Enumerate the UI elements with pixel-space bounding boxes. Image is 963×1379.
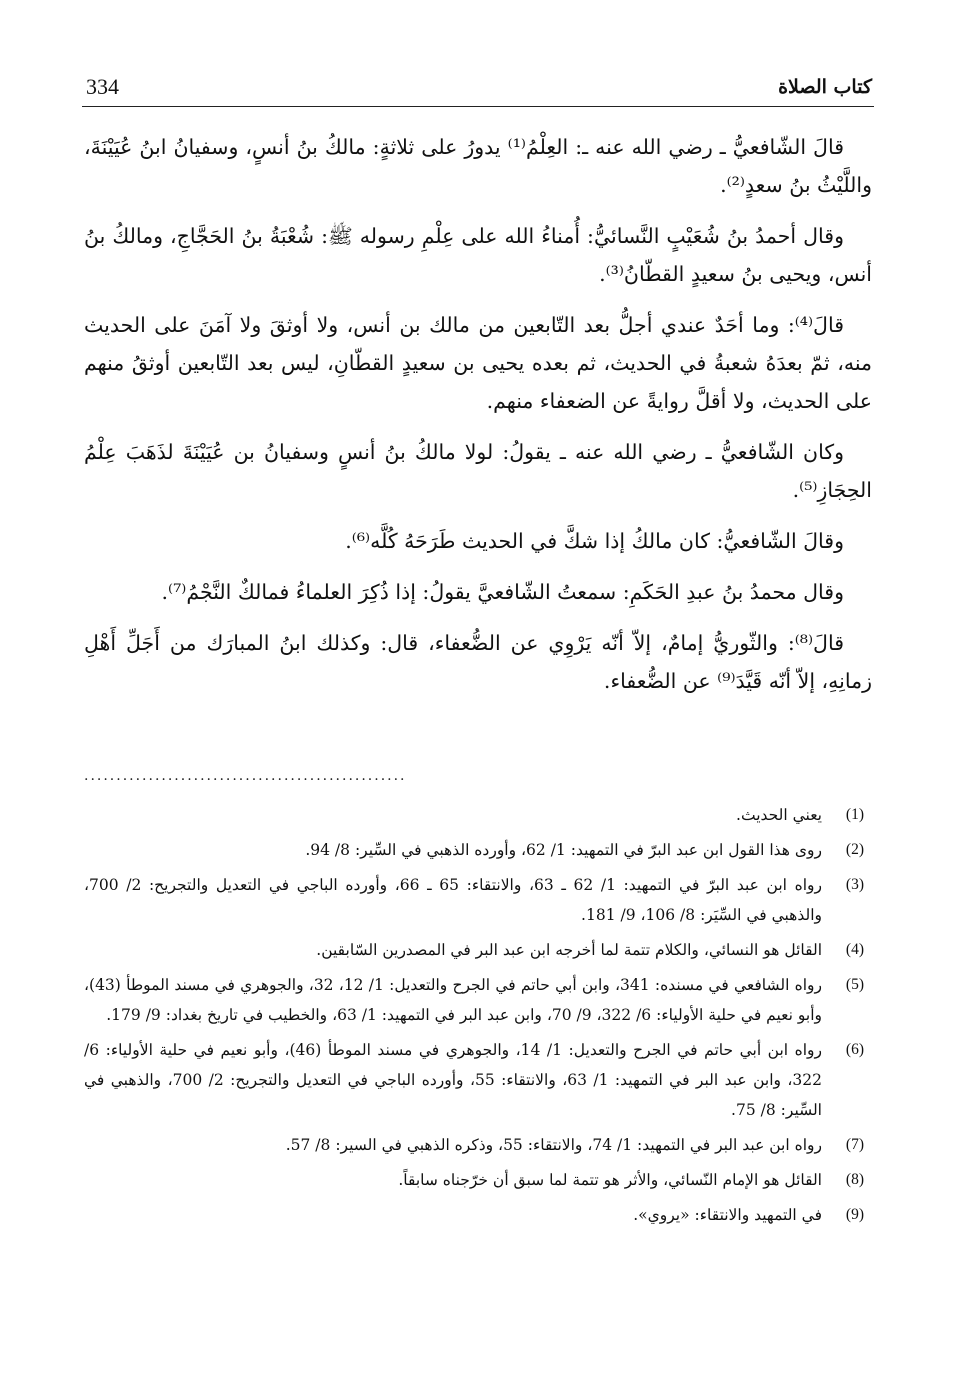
paragraph: وقال محمدُ بنُ عبدِ الحَكَمِ: سمعتُ الشّافعيَّ يقولُ: إذا ذُكِرَ العلماءُ فمالكٌ النَّجْمُ⁽⁷⁾. — [161, 580, 844, 604]
main-text — [84, 128, 872, 713]
paragraph: قالَ⁽⁴⁾: وما أحَدٌ عندي أجلُّ بعد التّابعين من مالك بن أنس، ولا أوثقَ ولا آمَنَ على الحديث منه، ثمّ بعدَهُ شعبةُ في الحديث، ثم بعده يحيى بن سعيدٍ القطّانِ، ليس بعد التّابعين أوثقُ منهم على الحديث، ولا أقلَّ روايةً عن الضعفاء منهم. — [84, 313, 872, 413]
footnote-text: رواه ابن عبد البرّ في التمهيد: 1/ 62 ـ 63، والانتقاء: 65 ـ 66، وأورده الباجي في التعديل والتجريح: 2/ 700، والذهبي في السِّيَر: 8/ 106، 9/ 181. — [84, 876, 822, 924]
footnote-text: رواه ابن أبي حاتم في الجرح والتعديل: 1/ 14، والجوهري في مسند الموطأ (46)، وأبو نعيم في حلية الأولياء: 6/ 322، وابن عبد البر في التمهيد: 1/ 63، والانتقاء: 55، وأورده الباجي في التعديل والتجريح: 2/ 700، والذهبي في السِّير: 8/ 75. — [84, 1041, 823, 1119]
book-title: كتاب الصلاة — [778, 76, 872, 98]
footnote-number: (1) — [845, 806, 864, 823]
paragraph: وكان الشّافعيُّ ـ رضي الله عنه ـ يقولُ: لولا مالكُ بنُ أنسٍ وسفيانُ بن عُيَيْنَةَ لذَهَبَ عِلْمُ الحِجَازِ⁽⁵⁾. — [84, 440, 872, 502]
paragraph: قالَ⁽⁸⁾: والثّوريُّ إمامٌ، إلاّ أنّه يَرْوِي عن الضُّعفاء، قال: وكذلك ابنُ المبارَك من أَجَلِّ أَهْلِ زمانِهِ، إلاّ أنّه قَيَّدَ⁽⁹⁾ عن الضُّعفاء. — [84, 631, 872, 693]
footnote — [84, 1200, 872, 1230]
footnote-number: (8) — [845, 1171, 864, 1188]
footnote-number: (5) — [845, 976, 864, 993]
footnote-text: يعني الحديث. — [736, 806, 822, 824]
footnote — [84, 800, 872, 830]
footnote-number: (4) — [845, 941, 864, 958]
footnote-number: (3) — [845, 876, 864, 893]
footnote-separator: .................................................. — [84, 768, 407, 784]
footnote-number: (2) — [845, 841, 864, 858]
paragraph: قالَ الشّافعيُّ ـ رضي الله عنه ـ: العِلْمُ⁽¹⁾ يدورُ على ثلاثةٍ: مالكُ بنُ أنسٍ، وسفيانُ ابنُ عُيَيْنَةَ، واللَّيْثُ بنُ سعدٍ⁽²⁾. — [84, 135, 872, 197]
paragraph: وقالَ الشّافعيُّ: كان مالكُ إذا شكَّ في الحديث طَرَحَهُ كُلَّه⁽⁶⁾. — [345, 529, 844, 553]
page-header — [82, 74, 874, 107]
footnote-text: روى هذا القول ابن عبد البرّ في التمهيد: 1/ 62، وأورده الذهبي في السِّير: 8/ 94. — [305, 841, 822, 859]
paragraph: وقال أحمدُ بنُ شُعَيْبٍ النَّسائيُّ: أُمناءُ الله على عِلْمِ رسوله ﷺ: شُعْبَةُ بنُ الحَجَّاجِ، ومالكُ بنُ أنس، ويحيى بنُ سعيدٍ القطّانُ⁽³⁾. — [84, 224, 872, 286]
footnotes — [84, 800, 872, 1235]
footnote-number: (6) — [845, 1041, 864, 1058]
footnote-text: في التمهيد والانتقاء: «يروي». — [633, 1206, 822, 1224]
footnote — [84, 835, 872, 865]
footnote-number: (7) — [845, 1136, 864, 1153]
footnote — [84, 1165, 872, 1195]
page-number: 334 — [86, 74, 119, 99]
footnote-text: القائل هو الإمام النّسائي، والأثر هو تتمة لما سبق أن خرّجناه سابقاً. — [398, 1171, 822, 1189]
footnote — [84, 870, 872, 930]
footnote — [84, 935, 872, 965]
footnote-text: القائل هو النسائي، والكلام تتمة لما أخرجه ابن عبد البر في المصدرين السّابقين. — [316, 941, 822, 959]
footnote — [84, 1035, 872, 1125]
footnote — [84, 1130, 872, 1160]
footnote — [84, 970, 872, 1030]
footnote-number: (9) — [845, 1206, 864, 1223]
footnote-text: رواه الشافعي في مسنده: 341، وابن أبي حاتم في الجرح والتعديل: 1/ 12، 32، والجوهري في مسند الموطأ (43)، وأبو نعيم في حلية الأولياء: 6/ 322، 9/ 70، وابن عبد البر في التمهيد: 1/ 63، والخطيب في تاريخ بغداد: 9/ 179. — [84, 976, 823, 1024]
footnote-text: رواه ابن عبد البر في التمهيد: 1/ 74، والانتقاء: 55، وذكره الذهبي في السير: 8/ 57. — [285, 1136, 822, 1154]
